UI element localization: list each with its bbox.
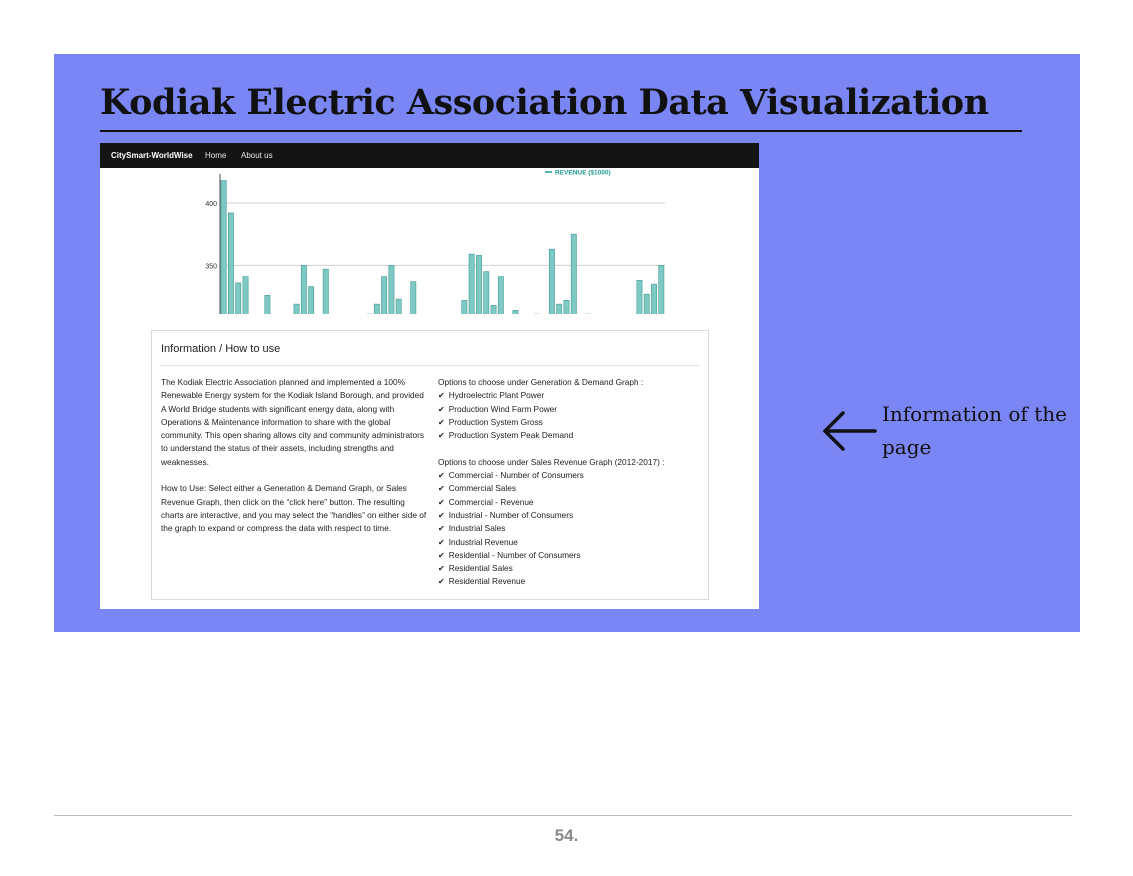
bar [374, 304, 379, 314]
navbar-brand[interactable]: CitySmart-WorldWise [111, 151, 193, 160]
bar [294, 304, 299, 314]
bar [513, 310, 518, 314]
sales-option: ✔ Residential - Number of Consumers [438, 549, 706, 562]
navbar [100, 143, 759, 168]
bar [469, 254, 474, 314]
info-heading: Information / How to use [161, 343, 281, 355]
title-underline [100, 130, 1022, 132]
bar [221, 181, 226, 315]
bar [411, 282, 416, 314]
sales-option: ✔ Commercial - Number of Consumers [438, 469, 706, 482]
bar [564, 300, 569, 314]
bar [389, 265, 394, 314]
gen-option: ✔ Production System Gross [438, 416, 706, 429]
sales-option: ✔ Industrial - Number of Consumers [438, 509, 706, 522]
bar [491, 305, 496, 314]
gen-option: ✔ Production System Peak Demand [438, 429, 706, 442]
gen-option: ✔ Production Wind Farm Power [438, 403, 706, 416]
footer-divider [54, 815, 1072, 816]
sales-options-list [438, 469, 706, 589]
bar [659, 265, 664, 314]
bar [381, 277, 386, 314]
info-options [438, 376, 706, 602]
gen-option: ✔ Hydroelectric Plant Power [438, 389, 706, 402]
sales-option: ✔ Residential Sales [438, 562, 706, 575]
sales-option: ✔ Residential Revenue [438, 575, 706, 588]
sales-option: ✔ Industrial Sales [438, 522, 706, 535]
info-panel [151, 330, 709, 600]
bar [651, 284, 656, 314]
app-screenshot [100, 143, 759, 609]
bar [476, 255, 481, 314]
bar [236, 283, 241, 314]
bar [243, 277, 248, 314]
sales-option: ✔ Commercial Sales [438, 482, 706, 495]
bar [396, 299, 401, 314]
sales-option: ✔ Industrial Revenue [438, 536, 706, 549]
slide-title: Kodiak Electric Association Data Visualization [100, 82, 989, 123]
y-tick-label: 350 [205, 263, 217, 271]
bar [498, 277, 503, 314]
revenue-chart[interactable] [100, 168, 759, 314]
bar [462, 300, 467, 314]
nav-about-link[interactable]: About us [241, 151, 273, 160]
bar [301, 265, 306, 314]
info-paragraph-intro: The Kodiak Electric Association planned and implemented a 100% Renewable Energy system for the Kodiak Island Borough, and provided A World Bridge students with significant energy data, along with Operations & Maintenance information to share with the global community. This open sharing allows city and community administrators to understand the status of their assets, including strengths and weaknesses. [161, 377, 424, 467]
bar [265, 295, 270, 314]
left-arrow-icon [819, 406, 879, 456]
bar [484, 272, 489, 314]
gen-options-list [438, 389, 706, 442]
bar [637, 280, 642, 314]
info-description [161, 376, 429, 549]
legend-label: REVENUE ($1000) [555, 169, 611, 177]
nav-home-link[interactable]: Home [205, 151, 227, 160]
bar [228, 213, 233, 314]
bar [549, 249, 554, 314]
bar [309, 287, 314, 314]
info-paragraph-howto: How to Use: Select either a Generation & Demand Graph, or Sales Revenue Graph, then click on the “click here” button. The resulting charts are interactive, and you may select the “handles” on either side of the graph to expand or compress the data with respect to time. [161, 483, 427, 534]
annotation-text: Information of the page [882, 402, 1067, 459]
info-divider [160, 365, 700, 366]
bar [323, 269, 328, 314]
slide-background [54, 54, 1080, 632]
sales-options-title: Options to choose under Sales Revenue Graph (2012-2017) : [438, 456, 665, 467]
bar [557, 304, 562, 314]
y-tick-label: 400 [205, 200, 217, 208]
gen-options-title: Options to choose under Generation & Demand Graph : [438, 377, 644, 387]
bar [644, 294, 649, 314]
sales-option: ✔ Commercial - Revenue [438, 496, 706, 509]
bar [571, 234, 576, 314]
page-number: 54. [554, 826, 579, 845]
